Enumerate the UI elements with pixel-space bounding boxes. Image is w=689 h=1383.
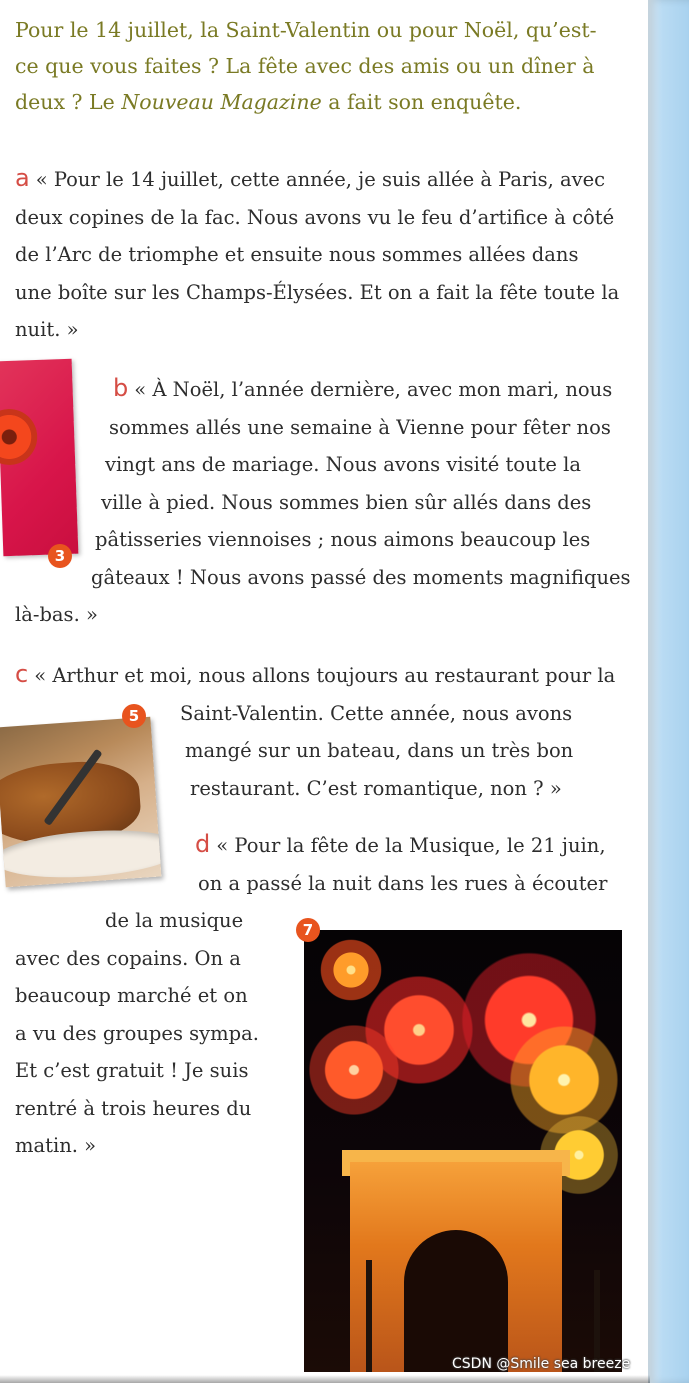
text-line: une boîte sur les Champs-Élysées. Et on a fait la fête toute la [15,280,620,304]
text-span: « À Noël, l’année dernière, avec mon mari, nous [134,378,613,401]
text-line [15,370,625,409]
text-line: de la musique [105,909,244,932]
text-line: deux copines de la fac. Nous avons vu le feu d’artifice à côté [15,205,615,229]
testimony-letter: c [15,660,29,688]
text-line: pâtisseries viennoises ; nous aimons beaucoup les [95,528,591,551]
text-line: ville à pied. Nous sommes bien sûr allés dans des [101,490,592,514]
text-line: Saint-Valentin. Cette année, nous avons [180,701,573,725]
street-lamp [366,1260,372,1372]
text-line: a vu des groupes sympa. [15,1021,259,1045]
testimony-letter: b [113,374,129,402]
testimony-letter: d [195,830,211,858]
intro-line: Pour le 14 juillet, la Saint-Valentin ou pour Noël, qu’est- [15,18,597,42]
text-line: restaurant. C’est romantique, non ? » [190,776,562,800]
page-bottom-shadow [0,1375,650,1383]
text-line: Et c’est gratuit ! Je suis [15,1059,249,1082]
text-line: rentré à trois heures du [15,1096,252,1120]
arc-opening [404,1230,508,1372]
firework-image [304,1020,404,1120]
text-line: nuit. » [15,318,79,341]
photo-number-badge: 5 [122,704,146,728]
text-line: mangé sur un bateau, dans un très bon [185,739,574,762]
photo-number-badge: 7 [296,918,320,942]
testimony-b [15,370,631,634]
intro-paragraph [15,12,625,120]
intro-line [15,84,625,120]
intro-text: deux ? Le [15,90,122,114]
testimony-a [15,160,625,349]
text-span: « Arthur et moi, nous allons toujours au restaurant pour la [34,664,616,687]
text-line: de l’Arc de triomphe et ensuite nous sommes allées dans [15,243,579,266]
text-span: « Pour la fête de la Musique, le 21 juin, [216,834,606,857]
page-edge-strip [648,0,689,1383]
magazine-title: Nouveau Magazine [121,90,322,114]
text-line [15,656,625,695]
watermark-text: CSDN @Smile sea breeze [452,1356,631,1372]
text-line: avec des copains. On a [15,946,241,970]
photo-number-badge: 3 [48,544,72,568]
text-line [15,160,625,199]
text-line: matin. » [15,1134,97,1157]
text-span: « Pour le 14 juillet, cette année, je suis allée à Paris, avec [35,168,606,191]
text-line: là-bas. » [15,603,98,626]
text-line [15,826,625,865]
text-line: sommes allés une semaine à Vienne pour fêter nos [109,415,611,439]
text-line: vingt ans de mariage. Nous avons visité toute la [105,453,582,476]
text-line: beaucoup marché et on [15,984,248,1007]
text-line: gâteaux ! Nous avons passé des moments magnifiques [91,565,631,589]
arc-de-triomphe-fireworks-photo [304,930,622,1372]
intro-text: a fait son enquête. [321,90,522,114]
text-line: on a passé la nuit dans les rues à écouter [198,871,608,895]
intro-line: ce que vous faites ? La fête avec des amis ou un dîner à [15,54,595,78]
testimony-letter: a [15,164,30,192]
